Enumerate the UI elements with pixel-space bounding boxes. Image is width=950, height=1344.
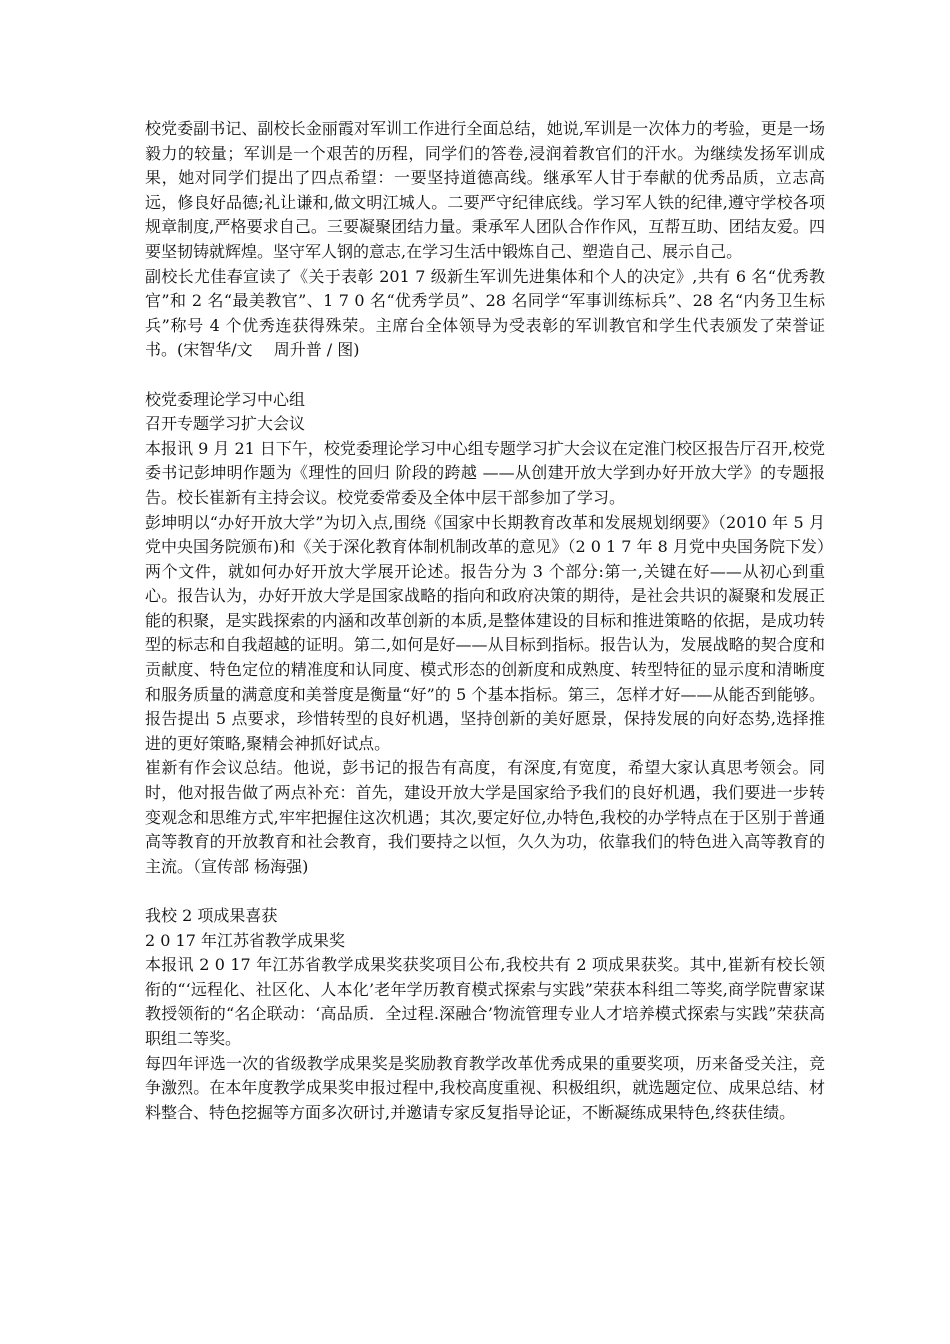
article2-paragraph-3: 崔新有作会议总结。他说，彭书记的报告有高度，有深度,有宽度，希望大家认真思考领会。同时，他对报告做了两点补充：首先，建设开放大学是国家给予我们的良好机遇，我们要进一步转变观念和思维方式,牢牢把握住这次机遇；其次,要定好位,办特色,我校的办学特点在于区别于普通高等教育的开放教育和社会教育，我们要持之以恒，久久为功，依靠我们的特色进入高等教育的主流。（宣传部 杨海强): [145, 758, 825, 876]
article2-paragraph-2: 彭坤明以“办好开放大学”为切入点,围绕《国家中长期教育改革和发展规划纲要》（2010 年 5 月党中央国务院颁布)和《关于深化教育体制机制改革的意见》（2 0 1 7 年 8 月党中央国务院下发）两个文件，就如何办好开放大学展开论述。报告分为 3 个部分:第一,关键在好——从初心到重心。报告认为，办好开放大学是国家战略的指向和政府决策的期待，是社会共识的凝聚和发展正能的积聚，是实践探索的内涵和改革创新的本质,是整体建设的目标和推进策略的依据，是成功转型的标志和自我超越的证明。第二,如何是好——从目标到指标。报告认为，发展战略的契合度和贡献度、特色定位的精准度和认同度、模式形态的创新度和成熟度、转型特征的显示度和清晰度和服务质量的满意度和美誉度是衡量“好”的 5 个基本指标。第三，怎样才好——从能否到能够。报告提出 5 点要求，珍惜转型的良好机遇，坚持创新的美好愿景，保持发展的向好态势,选择推进的更好策略,聚精会神抓好试点。: [145, 512, 825, 753]
section-spacer: [145, 363, 825, 388]
article2-paragraph-1: 本报讯 9 月 21 日下午，校党委理论学习中心组专题学习扩大会议在定淮门校区报告厅召开,校党委书记彭坤明作题为《理性的回归 阶段的跨越 ——从创建开放大学到办好开放大学》的专题报告。校长崔新有主持会议。校党委常委及全体中层干部参加了学习。: [145, 438, 825, 507]
article1-paragraph-2: 副校长尤佳春宣读了《关于表彰 201 7 级新生军训先进集体和个人的决定》,共有 6 名“优秀教官”和 2 名“最美教官”、1 7 0 名“优秀学员”、28 名同学“军事训练标兵”、28 名“内务卫生标兵”称号 4 个优秀连获得殊荣。主席台全体领导为受表彰的军训教官和学生代表颁发了荣誉证书。(宋智华/文 周升普 / 图): [145, 266, 825, 360]
article3-title-line-1: 我校 2 项成果喜获: [145, 906, 278, 925]
article3-paragraph-2: 每四年评选一次的省级教学成果奖是奖励教育教学改革优秀成果的重要奖项，历来备受关注，竞争激烈。在本年度教学成果奖申报过程中,我校高度重视、积极组织，就选题定位、成果总结、材料整合、特色挖掘等方面多次研讨,并邀请专家反复指导论证，不断凝练成果特色,终获佳绩。: [145, 1053, 825, 1122]
article3-title-line-2: 2 0 17 年江苏省教学成果奖: [145, 930, 345, 950]
document-page: [145, 117, 825, 1125]
article3-paragraph-1: 本报讯 2 0 17 年江苏省教学成果奖获奖项目公布,我校共有 2 项成果获奖。其中,崔新有校长领衔的“‘远程化、社区化、人本化’老年学历教育模式探索与实践”荣获本科组二等奖,商学院曹家谋教授领衔的“名企联动：‘高品质．全过程.深融合’物流管理专业人才培养模式探索与实践”荣获高职组二等奖。: [145, 955, 825, 1048]
article2-title-line-2: 召开专题学习扩大会议: [145, 414, 306, 434]
article2-title-line-1: 校党委理论学习中心组: [145, 389, 306, 409]
article1-paragraph-1: 校党委副书记、副校长金丽霞对军训工作进行全面总结，她说,军训是一次体力的考验，更是一场毅力的较量；军训是一个艰苦的历程，同学们的答卷,浸润着教官们的汗水。为继续发扬军训成果，她对同学们提出了四点希望：一要坚持道德高线。继承军人甘于奉献的优秀品质，立志高远，修良好品德;礼让谦和,做文明江城人。二要严守纪律底线。学习军人铁的纪律,遵守学校各项规章制度,严格要求自己。三要凝聚团结力量。秉承军人团队合作作风，互帮互助、团结友爱。四要坚韧铸就辉煌。坚守军人钢的意志,在学习生活中锻炼自己、塑造自己、展示自己。: [145, 119, 825, 261]
section-spacer: [145, 879, 825, 904]
